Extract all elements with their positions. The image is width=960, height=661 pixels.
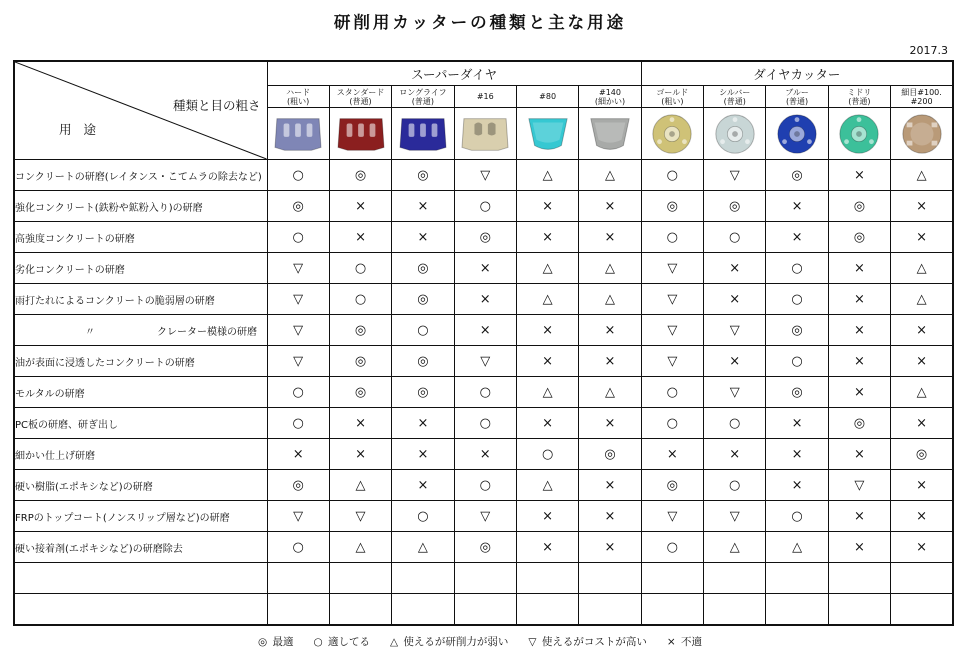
rating-mark: × bbox=[766, 191, 828, 222]
column-header bbox=[766, 86, 828, 108]
rating-mark: × bbox=[579, 532, 641, 563]
rating-mark: ▽ bbox=[267, 346, 329, 377]
rating-mark: × bbox=[392, 408, 454, 439]
rating-mark: ▽ bbox=[704, 501, 766, 532]
table-row bbox=[14, 377, 953, 408]
column-header bbox=[392, 86, 454, 108]
table-row bbox=[14, 346, 953, 377]
rating-mark: ◎ bbox=[828, 191, 890, 222]
rating-mark bbox=[828, 594, 890, 626]
rating-mark: × bbox=[891, 470, 953, 501]
rating-mark: ○ bbox=[267, 160, 329, 191]
rating-mark: × bbox=[579, 501, 641, 532]
rating-mark: × bbox=[329, 191, 391, 222]
rating-mark: △ bbox=[891, 160, 953, 191]
rating-mark: ◎ bbox=[454, 222, 516, 253]
rating-mark: × bbox=[891, 501, 953, 532]
cutter-image bbox=[646, 111, 698, 157]
rating-mark: △ bbox=[516, 377, 578, 408]
rating-mark: × bbox=[828, 284, 890, 315]
rating-mark: ◎ bbox=[766, 160, 828, 191]
usage-cell bbox=[14, 315, 267, 346]
rating-mark: ○ bbox=[766, 346, 828, 377]
rating-mark: ○ bbox=[454, 470, 516, 501]
rating-mark bbox=[579, 563, 641, 594]
rating-mark: ◎ bbox=[641, 191, 703, 222]
rating-mark: × bbox=[704, 346, 766, 377]
ditto-mark: 〃 bbox=[85, 326, 95, 338]
rating-mark: ▽ bbox=[454, 346, 516, 377]
rating-mark bbox=[329, 563, 391, 594]
rating-mark: ○ bbox=[641, 532, 703, 563]
table-row bbox=[14, 253, 953, 284]
rating-mark: × bbox=[454, 439, 516, 470]
column-name-line2: (普通) bbox=[723, 96, 746, 106]
rating-mark: △ bbox=[891, 253, 953, 284]
table-row bbox=[14, 532, 953, 563]
rating-mark: ○ bbox=[641, 377, 703, 408]
rating-mark: ◎ bbox=[891, 439, 953, 470]
column-image-cell bbox=[704, 108, 766, 160]
rating-mark: × bbox=[454, 315, 516, 346]
rating-mark: × bbox=[704, 439, 766, 470]
rating-mark bbox=[704, 563, 766, 594]
rating-mark: × bbox=[392, 222, 454, 253]
rating-mark: △ bbox=[516, 160, 578, 191]
usage-cell bbox=[14, 501, 267, 532]
rating-mark: ▽ bbox=[454, 160, 516, 191]
cutter-image bbox=[709, 111, 761, 157]
table-row bbox=[14, 160, 953, 191]
column-header bbox=[579, 86, 641, 108]
table-row bbox=[14, 439, 953, 470]
usage-label: PC板の研磨、研ぎ出し bbox=[15, 419, 119, 431]
rating-mark: × bbox=[828, 160, 890, 191]
column-name-line1: #140 bbox=[598, 87, 621, 97]
rating-mark: ○ bbox=[641, 160, 703, 191]
rating-mark: ◎ bbox=[766, 315, 828, 346]
column-name-line2: (普通) bbox=[848, 96, 871, 106]
rating-mark: × bbox=[891, 346, 953, 377]
rating-mark bbox=[267, 563, 329, 594]
rating-mark bbox=[392, 594, 454, 626]
rating-mark bbox=[454, 563, 516, 594]
page-title: 研削用カッターの種類と主な用途 bbox=[333, 13, 627, 32]
rating-mark bbox=[641, 594, 703, 626]
usage-label: コンクリートの研磨(レイタンス・こてムラの除去など) bbox=[15, 171, 262, 183]
rating-mark: ▽ bbox=[641, 315, 703, 346]
rating-mark: △ bbox=[704, 532, 766, 563]
column-header bbox=[641, 86, 703, 108]
usage-cell bbox=[14, 470, 267, 501]
column-image-cell bbox=[891, 108, 953, 160]
column-name-line1: #80 bbox=[539, 92, 557, 101]
rating-mark: × bbox=[579, 346, 641, 377]
rating-mark bbox=[392, 563, 454, 594]
usage-label: 雨打たれによるコンクリートの脆弱層の研磨 bbox=[15, 295, 215, 307]
rating-mark: ▽ bbox=[641, 501, 703, 532]
rating-mark: × bbox=[641, 439, 703, 470]
rating-mark: × bbox=[579, 222, 641, 253]
rating-mark: ○ bbox=[766, 253, 828, 284]
cutter-image bbox=[771, 111, 823, 157]
table-row bbox=[14, 470, 953, 501]
column-name-line2: (普通) bbox=[785, 96, 809, 106]
rating-mark: × bbox=[766, 470, 828, 501]
column-name-line2: (普通) bbox=[411, 96, 435, 106]
usage-label: 高強度コンクリートの研磨 bbox=[15, 233, 135, 245]
column-name-line1: ミドリ bbox=[847, 87, 872, 97]
rating-mark: × bbox=[828, 253, 890, 284]
rating-mark: ○ bbox=[516, 439, 578, 470]
rating-mark: × bbox=[516, 222, 578, 253]
usage-cell bbox=[14, 439, 267, 470]
column-name-line1: ハード bbox=[286, 87, 311, 97]
rating-mark: △ bbox=[392, 532, 454, 563]
column-name-line1: シルバー bbox=[719, 87, 751, 97]
rating-mark: × bbox=[891, 191, 953, 222]
rating-mark: ○ bbox=[392, 501, 454, 532]
rating-mark: ○ bbox=[267, 222, 329, 253]
rating-mark: △ bbox=[516, 470, 578, 501]
header-corner bbox=[14, 61, 267, 160]
rating-mark: ○ bbox=[392, 315, 454, 346]
group-header-row bbox=[14, 61, 953, 86]
usage-cell bbox=[14, 563, 267, 594]
column-name-line2: (粗い) bbox=[661, 96, 684, 106]
rating-mark: ◎ bbox=[828, 222, 890, 253]
rating-mark: ○ bbox=[267, 377, 329, 408]
column-name-line2: (細かい) bbox=[594, 96, 626, 106]
rating-mark: ▽ bbox=[267, 284, 329, 315]
column-image-cell bbox=[454, 108, 516, 160]
column-image-cell bbox=[641, 108, 703, 160]
column-image-cell bbox=[766, 108, 828, 160]
rating-mark: × bbox=[392, 191, 454, 222]
cutter-image bbox=[397, 111, 449, 157]
rating-mark: × bbox=[392, 439, 454, 470]
rating-mark: ▽ bbox=[641, 253, 703, 284]
table-row bbox=[14, 191, 953, 222]
column-header bbox=[454, 86, 516, 108]
column-image-cell bbox=[267, 108, 329, 160]
rating-mark: ○ bbox=[454, 191, 516, 222]
legend-item: ○ 適してる bbox=[313, 636, 370, 648]
rating-mark: △ bbox=[766, 532, 828, 563]
column-image-cell bbox=[392, 108, 454, 160]
cutter-image bbox=[896, 111, 948, 157]
cutter-image bbox=[584, 111, 636, 157]
rating-mark: ▽ bbox=[454, 501, 516, 532]
rating-mark: × bbox=[891, 315, 953, 346]
rating-mark: × bbox=[579, 470, 641, 501]
rating-mark: ▽ bbox=[267, 253, 329, 284]
rating-mark: ▽ bbox=[641, 284, 703, 315]
rating-mark bbox=[329, 594, 391, 626]
rating-mark: × bbox=[516, 501, 578, 532]
rating-mark: × bbox=[828, 501, 890, 532]
legend-item: △ 使えるが研削力が弱い bbox=[390, 636, 509, 648]
usage-cell bbox=[14, 532, 267, 563]
rating-mark: × bbox=[766, 222, 828, 253]
rating-mark: △ bbox=[516, 284, 578, 315]
rating-mark: × bbox=[704, 284, 766, 315]
usage-cell bbox=[14, 408, 267, 439]
rating-mark: × bbox=[891, 408, 953, 439]
legend-item: × 不適 bbox=[666, 636, 702, 648]
column-image-cell bbox=[579, 108, 641, 160]
rating-mark: △ bbox=[579, 377, 641, 408]
column-header bbox=[891, 86, 953, 108]
rating-mark: ◎ bbox=[392, 377, 454, 408]
rating-mark bbox=[704, 594, 766, 626]
rating-mark: ○ bbox=[766, 501, 828, 532]
rating-mark: × bbox=[766, 439, 828, 470]
rating-mark: × bbox=[454, 284, 516, 315]
rating-mark: ○ bbox=[704, 222, 766, 253]
group-super-diamond: スーパーダイヤ bbox=[267, 61, 641, 86]
rating-mark: × bbox=[891, 532, 953, 563]
rating-mark bbox=[891, 563, 953, 594]
cutter-usage-table bbox=[13, 60, 954, 626]
usage-cell bbox=[14, 222, 267, 253]
rating-mark bbox=[828, 563, 890, 594]
cutter-image bbox=[459, 111, 511, 157]
rating-mark: ○ bbox=[454, 408, 516, 439]
legend-item: ◎ 最適 bbox=[258, 636, 294, 648]
rating-mark: ◎ bbox=[329, 160, 391, 191]
rating-mark bbox=[454, 594, 516, 626]
rating-mark: × bbox=[516, 191, 578, 222]
column-name-line2: (普通) bbox=[349, 96, 372, 106]
rating-mark: △ bbox=[579, 160, 641, 191]
column-header bbox=[516, 86, 578, 108]
rating-mark: × bbox=[579, 315, 641, 346]
rating-mark: × bbox=[329, 439, 391, 470]
column-name-line1: ロングライフ bbox=[399, 87, 447, 97]
rating-mark: ◎ bbox=[579, 439, 641, 470]
usage-cell bbox=[14, 284, 267, 315]
rating-mark: × bbox=[828, 315, 890, 346]
usage-cell bbox=[14, 160, 267, 191]
column-name-line1: ブルー bbox=[785, 87, 809, 97]
rating-mark: ○ bbox=[267, 408, 329, 439]
rating-mark: × bbox=[828, 532, 890, 563]
date-label: 2017.3 bbox=[909, 44, 948, 57]
rating-mark: ○ bbox=[641, 222, 703, 253]
cutter-image bbox=[833, 111, 885, 157]
rating-mark: ◎ bbox=[454, 532, 516, 563]
rating-mark bbox=[516, 563, 578, 594]
rating-mark: × bbox=[516, 532, 578, 563]
column-name-line2: (粗い) bbox=[287, 96, 310, 106]
rating-mark: ▽ bbox=[704, 160, 766, 191]
rating-mark: ○ bbox=[454, 377, 516, 408]
table-row bbox=[14, 315, 953, 346]
rating-mark: ○ bbox=[641, 408, 703, 439]
table-row bbox=[14, 284, 953, 315]
rating-mark: × bbox=[828, 439, 890, 470]
rating-mark bbox=[891, 594, 953, 626]
column-image-cell bbox=[329, 108, 391, 160]
legend-item: ▽ 使えるがコストが高い bbox=[528, 636, 647, 648]
rating-mark: ◎ bbox=[392, 346, 454, 377]
usage-label: FRPのトップコート(ノンスリップ層など)の研磨 bbox=[15, 512, 230, 524]
rating-mark: × bbox=[828, 377, 890, 408]
cutter-image bbox=[335, 111, 387, 157]
rating-mark: ▽ bbox=[329, 501, 391, 532]
rating-mark bbox=[267, 594, 329, 626]
rating-mark: ○ bbox=[267, 532, 329, 563]
column-name-line1: ゴールド bbox=[656, 87, 689, 97]
rating-mark: ◎ bbox=[267, 470, 329, 501]
table-row bbox=[14, 408, 953, 439]
rating-mark: △ bbox=[891, 284, 953, 315]
rating-mark bbox=[579, 594, 641, 626]
rating-mark: ◎ bbox=[766, 377, 828, 408]
usage-label: 細かい仕上げ研磨 bbox=[15, 450, 95, 462]
usage-label: 硬い樹脂(エポキシなど)の研磨 bbox=[15, 481, 153, 493]
rating-mark: ○ bbox=[329, 253, 391, 284]
column-header bbox=[267, 86, 329, 108]
table-row bbox=[14, 563, 953, 594]
column-name-line1: スタンダード bbox=[336, 87, 385, 97]
type-and-grit-label: 種類と目の粗さ bbox=[172, 98, 261, 113]
usage-label: 劣化コンクリートの研磨 bbox=[15, 264, 125, 276]
rating-mark: × bbox=[766, 408, 828, 439]
column-name-line2: #200 bbox=[910, 96, 933, 106]
rating-mark: × bbox=[704, 253, 766, 284]
rating-mark: ▽ bbox=[641, 346, 703, 377]
rating-mark: × bbox=[454, 253, 516, 284]
rating-mark: △ bbox=[329, 532, 391, 563]
rating-mark: △ bbox=[579, 253, 641, 284]
cutter-image bbox=[522, 111, 574, 157]
rating-mark: ▽ bbox=[267, 501, 329, 532]
rating-mark: ○ bbox=[329, 284, 391, 315]
usage-label: クレーター模様の研磨 bbox=[157, 326, 257, 338]
usage-cell bbox=[14, 253, 267, 284]
column-image-cell bbox=[828, 108, 890, 160]
rating-mark: × bbox=[516, 315, 578, 346]
rating-mark bbox=[516, 594, 578, 626]
usage-label: 用途 bbox=[59, 122, 109, 137]
legend bbox=[0, 634, 960, 649]
rating-mark: × bbox=[579, 191, 641, 222]
rating-mark: × bbox=[516, 408, 578, 439]
rating-mark: × bbox=[267, 439, 329, 470]
usage-cell bbox=[14, 377, 267, 408]
column-header bbox=[329, 86, 391, 108]
rating-mark: ○ bbox=[704, 408, 766, 439]
rating-mark: ▽ bbox=[267, 315, 329, 346]
rating-mark: ▽ bbox=[828, 470, 890, 501]
rating-mark: ◎ bbox=[267, 191, 329, 222]
usage-cell bbox=[14, 346, 267, 377]
rating-mark: ○ bbox=[704, 470, 766, 501]
rating-mark: △ bbox=[579, 284, 641, 315]
rating-mark: ▽ bbox=[704, 315, 766, 346]
column-name-line1: 細目#100. bbox=[901, 87, 942, 97]
rating-mark: △ bbox=[329, 470, 391, 501]
column-header bbox=[828, 86, 890, 108]
rating-mark: ◎ bbox=[392, 160, 454, 191]
group-diamond-cutter: ダイヤカッター bbox=[641, 61, 953, 86]
rating-mark: ◎ bbox=[329, 346, 391, 377]
usage-cell bbox=[14, 191, 267, 222]
table-row bbox=[14, 594, 953, 626]
rating-mark: × bbox=[392, 470, 454, 501]
rating-mark bbox=[766, 594, 828, 626]
rating-mark: △ bbox=[516, 253, 578, 284]
rating-mark: × bbox=[329, 408, 391, 439]
rating-mark: × bbox=[891, 222, 953, 253]
rating-mark: ◎ bbox=[392, 253, 454, 284]
rating-mark: △ bbox=[891, 377, 953, 408]
table-row bbox=[14, 222, 953, 253]
rating-mark: ◎ bbox=[329, 315, 391, 346]
column-header bbox=[704, 86, 766, 108]
usage-cell bbox=[14, 594, 267, 626]
usage-label: 硬い接着剤(エポキシなど)の研磨除去 bbox=[15, 543, 183, 555]
rating-mark: × bbox=[516, 346, 578, 377]
rating-mark: × bbox=[828, 346, 890, 377]
rating-mark: × bbox=[579, 408, 641, 439]
usage-label: 強化コンクリート(鉄粉や鉱粉入り)の研磨 bbox=[15, 202, 203, 214]
rating-mark: ◎ bbox=[641, 470, 703, 501]
rating-mark: ▽ bbox=[704, 377, 766, 408]
rating-mark: ◎ bbox=[704, 191, 766, 222]
rating-mark: ◎ bbox=[828, 408, 890, 439]
rating-mark: ○ bbox=[766, 284, 828, 315]
usage-label: モルタルの研磨 bbox=[15, 388, 85, 400]
rating-mark: × bbox=[329, 222, 391, 253]
usage-label: 油が表面に浸透したコンクリートの研磨 bbox=[15, 357, 195, 369]
rating-mark: ◎ bbox=[392, 284, 454, 315]
table-row bbox=[14, 501, 953, 532]
rating-mark bbox=[641, 563, 703, 594]
column-name-line1: #16 bbox=[476, 92, 494, 101]
rating-mark bbox=[766, 563, 828, 594]
rating-mark: ◎ bbox=[329, 377, 391, 408]
column-image-cell bbox=[516, 108, 578, 160]
cutter-image bbox=[272, 111, 324, 157]
